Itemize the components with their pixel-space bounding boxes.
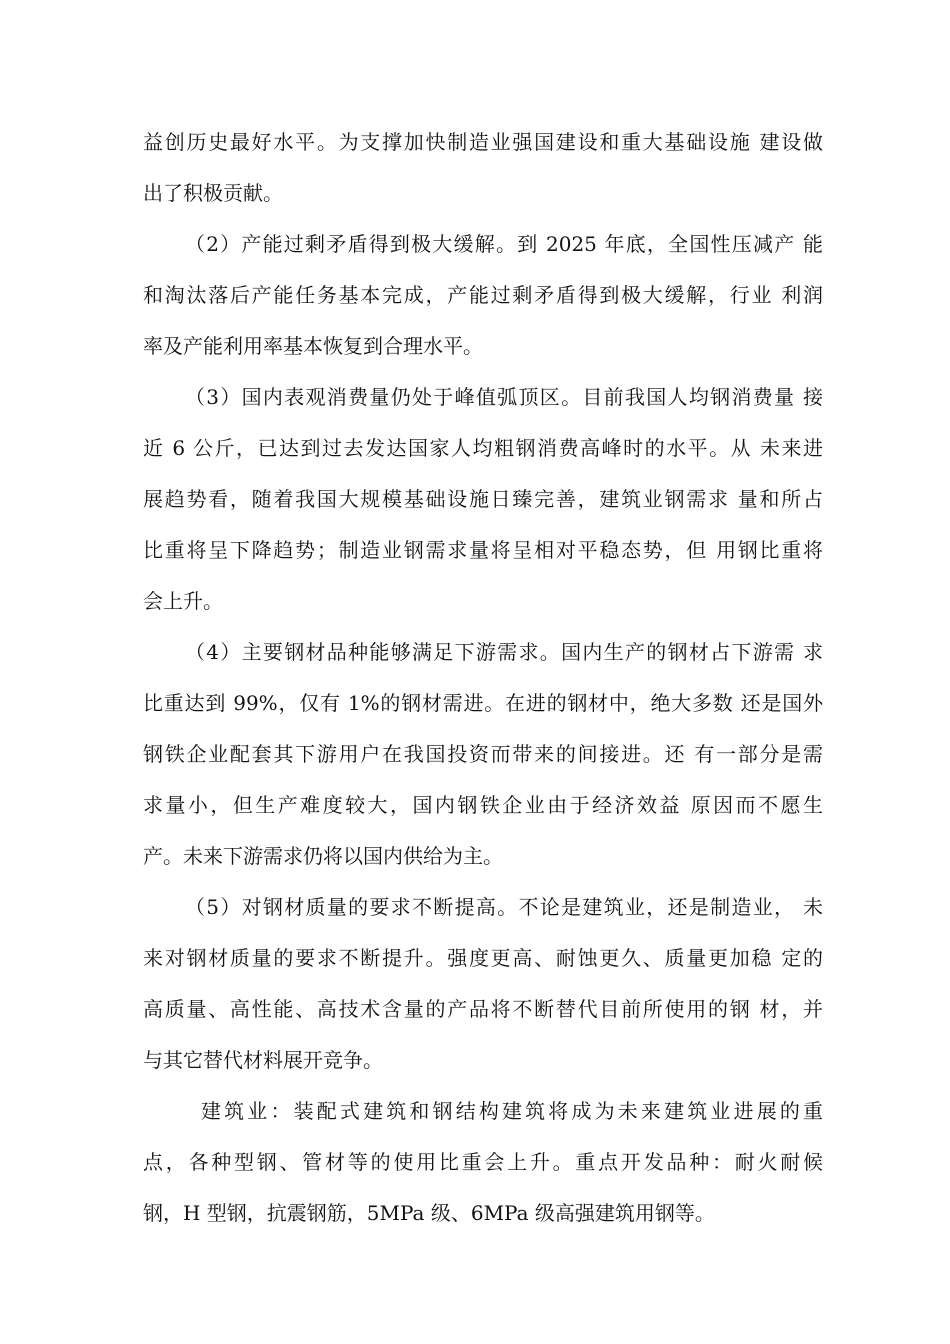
text-line: 来对钢材质量的要求不断提升。强度更高、耐蚀更久、质量更加稳 定的 [143,946,823,970]
text-line: 钢，H 型钢，抗震钢筋，5MPa 级、6MPa 级高强建筑用钢等。 [143,1201,715,1225]
text-line: 产。未来下游需求仍将以国内供给为主。 [143,844,503,868]
text-line: 率及产能利用率基本恢复到合理水平。 [143,334,483,358]
text-line: 与其它替代材料展开竞争。 [143,1048,383,1072]
text-line: （3）国内表观消费量仍处于峰值弧顶区。目前我国人均钢消费量 接 [185,385,823,409]
text-line: 比重达到 99%，仅有 1%的钢材需进。在进的钢材中，绝大多数 还是国外 [143,691,823,715]
text-line: 比重将呈下降趋势；制造业钢需求量将呈相对平稳态势，但 用钢比重将 [143,538,823,562]
text-line: （5）对钢材质量的要求不断提高。不论是建筑业，还是制造业， 未 [185,895,823,919]
text-line: 高质量、高性能、高技术含量的产品将不断替代目前所使用的钢 材，并 [143,997,823,1021]
text-line: 点，各种型钢、管材等的使用比重会上升。重点开发品种：耐火耐候 [143,1150,823,1174]
text-line: 钢铁企业配套其下游用户在我国投资而带来的间接进。还 有一部分是需 [143,742,823,766]
text-line: 益创历史最好水平。为支撑加快制造业强国建设和重大基础设施 建设做 [143,130,823,154]
text-line: 展趋势看，随着我国大规模基础设施日臻完善，建筑业钢需求 量和所占 [143,487,823,511]
text-line: 建筑业：装配式建筑和钢结构建筑将成为未来建筑业进展的重 [201,1099,823,1123]
text-line: （4）主要钢材品种能够满足下游需求。国内生产的钢材占下游需 求 [185,640,823,664]
text-line: 会上升。 [143,589,223,613]
text-line: 和淘汰落后产能任务基本完成，产能过剩矛盾得到极大缓解，行业 利润 [143,283,823,307]
text-line: （2）产能过剩矛盾得到极大缓解。到 2025 年底，全国性压减产 能 [185,232,823,256]
text-line: 近 6 公斤，已达到过去发达国家人均粗钢消费高峰时的水平。从 未来进 [143,436,823,460]
text-line: 求量小，但生产难度较大，国内钢铁企业由于经济效益 原因而不愿生 [143,793,823,817]
text-line: 出了积极贡献。 [143,181,283,205]
